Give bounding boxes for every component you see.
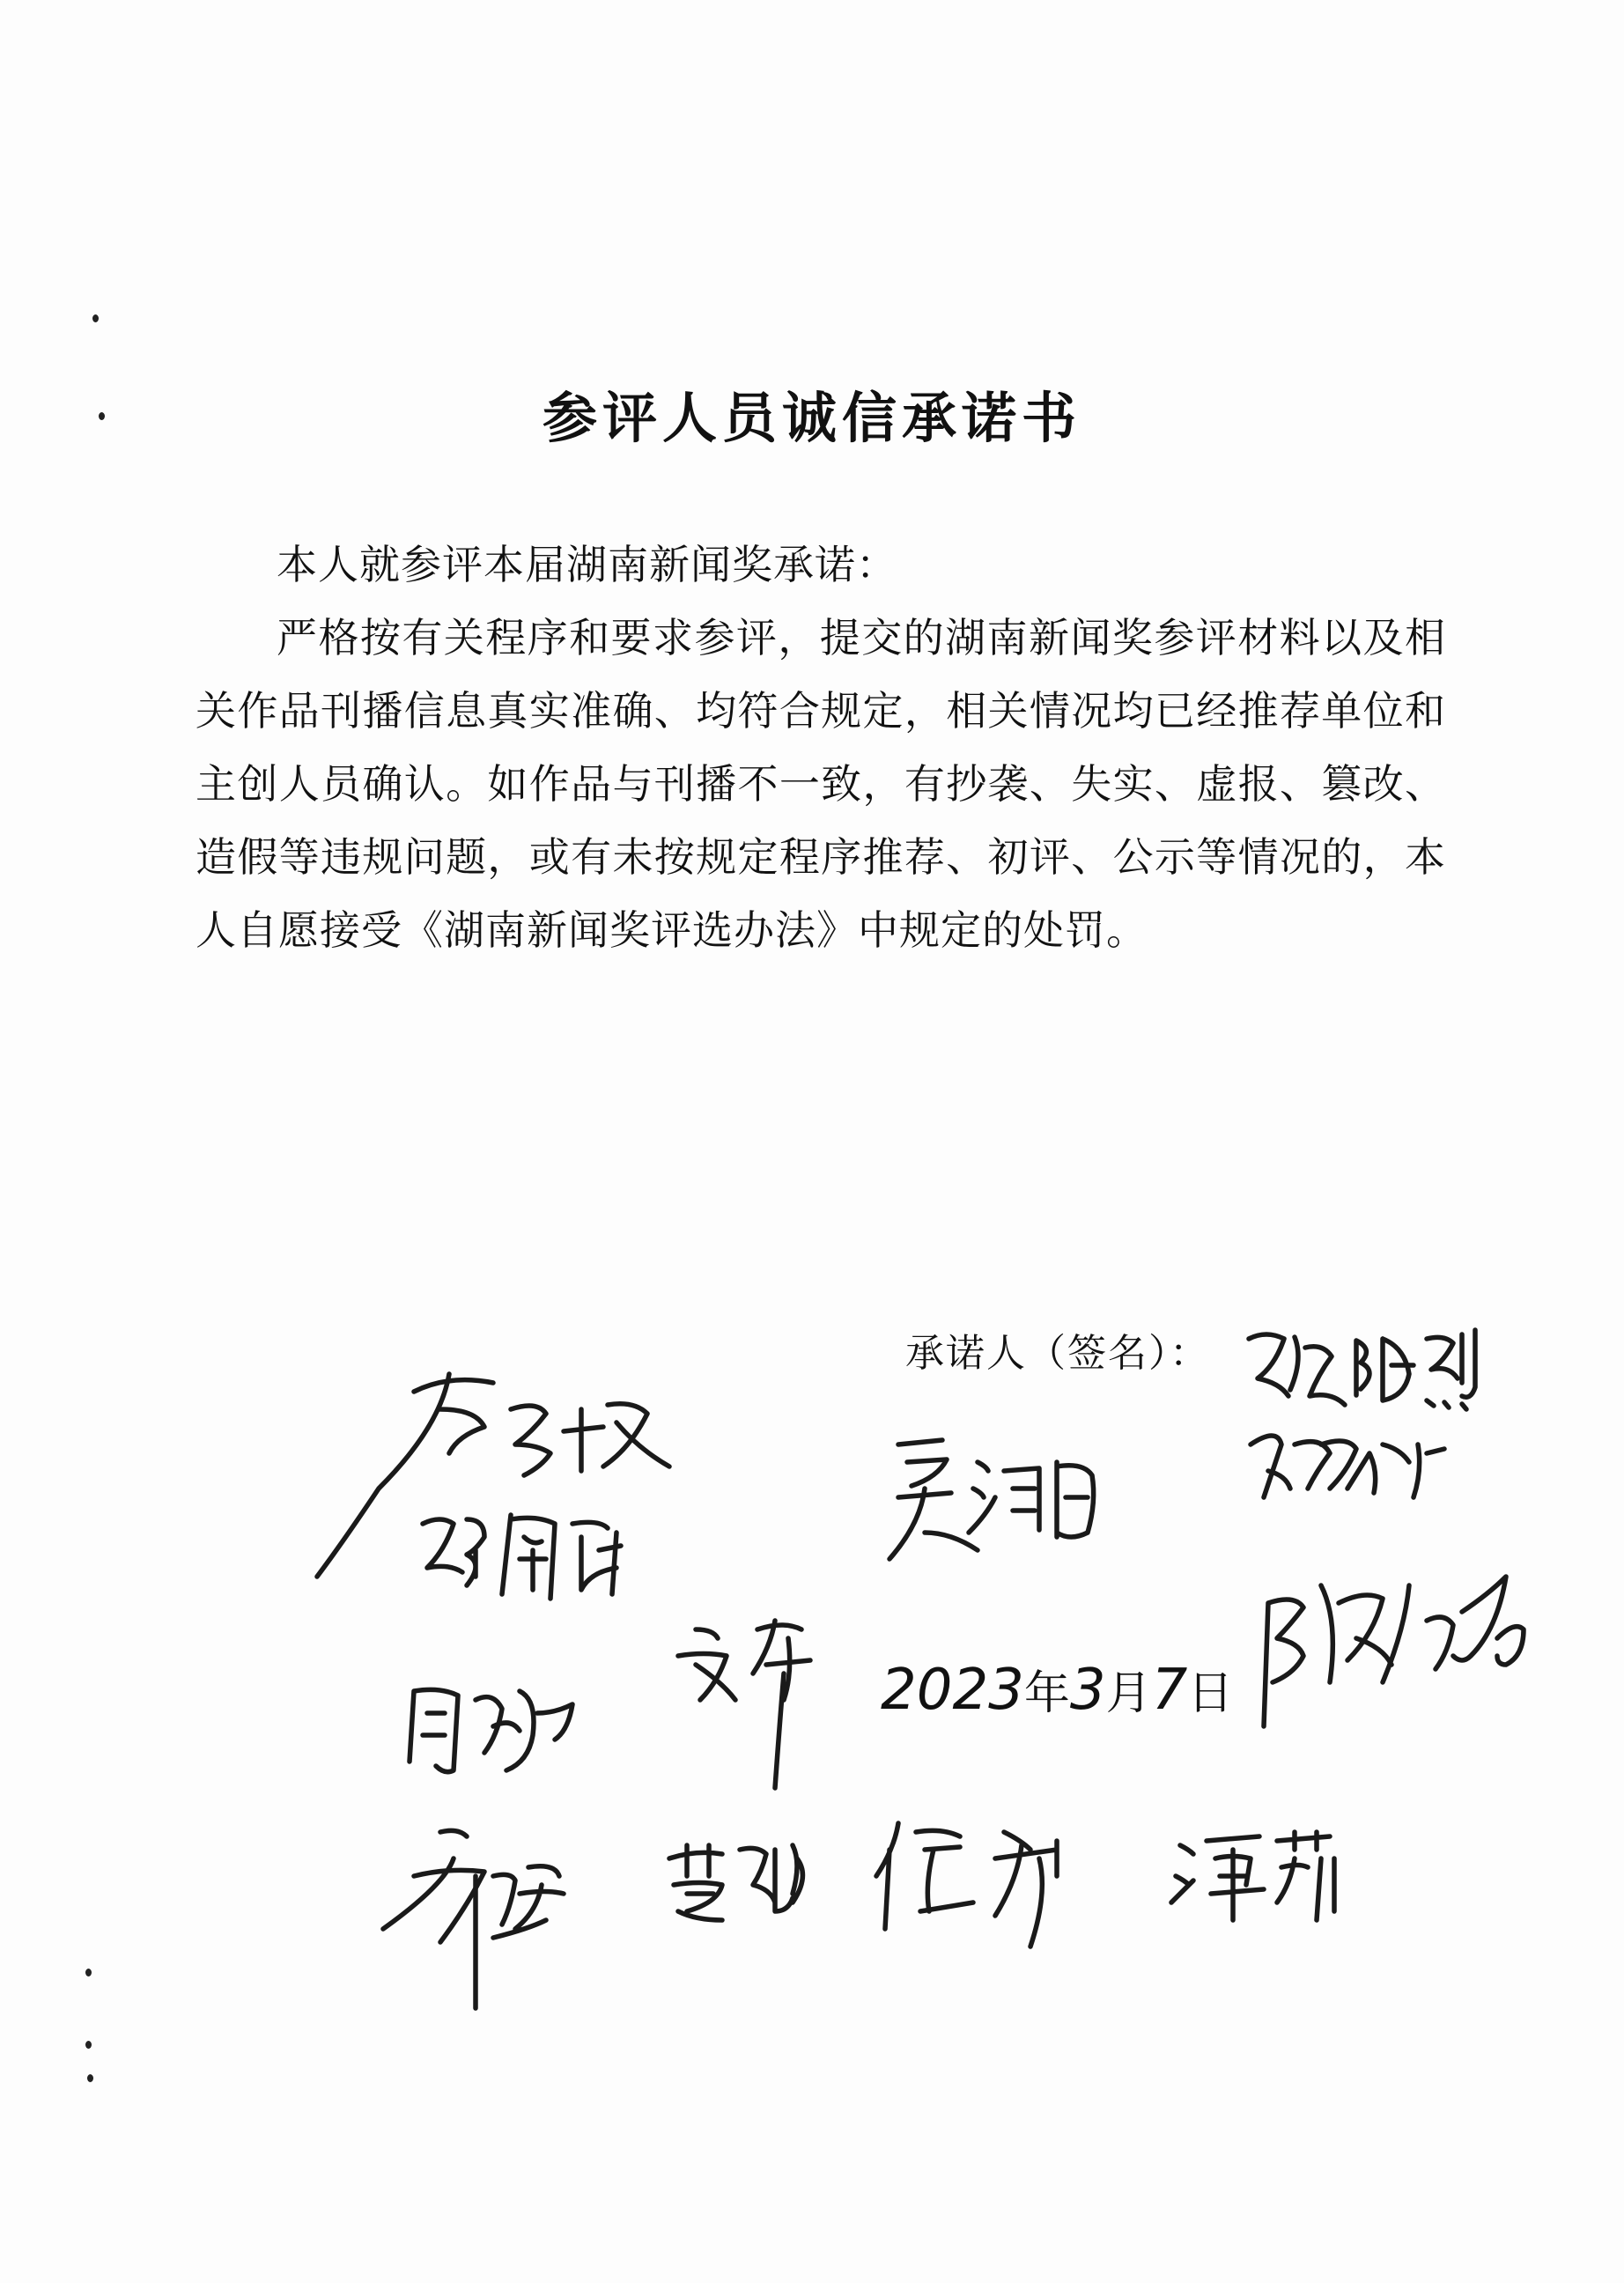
signature-wen [678, 1621, 810, 1788]
pledger-label: 承诺人（签名）： [905, 1331, 1210, 1376]
signature-wu [890, 1440, 1094, 1559]
document-title: 参评人员诚信承诺书 [542, 386, 1081, 450]
signature-ouyang-lie [1249, 1330, 1475, 1409]
signature-huang-xiang [669, 1845, 802, 1920]
date-year: 2023 [881, 1658, 1024, 1723]
date-year-unit: 年 [1023, 1667, 1070, 1720]
signature-chen [1264, 1577, 1524, 1726]
date-month-unit: 月 [1105, 1667, 1152, 1720]
signature-deng [423, 1515, 621, 1599]
pledge-paragraph: 严格按有关程序和要求参评，提交的湖南新闻奖参评材料以及相关作品刊播信息真实准确、均符合规定，相关情况均已经推荐单位和主创人员确认。如作品与刊播不一致，有抄袭、失实、虚报、篡改、造假等违规问题，或有未按规定程序推荐、初评、公示等情况的，本人自愿接受《湖南新闻奖评选办法》中规定的处罚。 [196, 614, 1446, 954]
signature-zhou-yong [410, 1689, 572, 1771]
signature-zhou [1251, 1436, 1444, 1497]
date-month: 3 [1069, 1658, 1106, 1723]
signature-tan-li [1171, 1832, 1334, 1920]
intro-paragraph: 本人就参评本届湖南新闻奖承诺： [277, 541, 897, 588]
date-day: 7 [1151, 1658, 1188, 1723]
signature-liu-yu [383, 1830, 564, 2008]
date-day-unit: 日 [1187, 1667, 1234, 1720]
signature-wu-jian [876, 1823, 1057, 1947]
